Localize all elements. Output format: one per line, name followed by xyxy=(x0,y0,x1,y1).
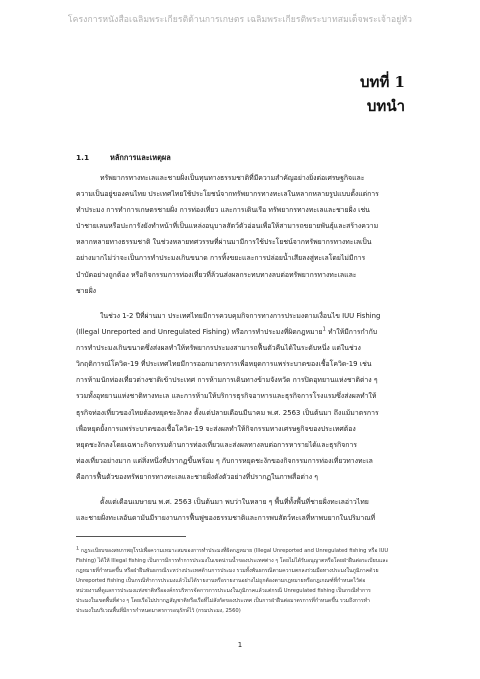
text-line: ในช่วง 1-2 ปีที่ผ่านมา ประเทศไทยมีการควบคุมกิจการทางการประมงตามเงื่อนไข IUU Fishing xyxy=(100,312,381,320)
text-line: วิกฤติการณ์โควิด-19 ที่ประเทศไทยมีการออกมาตรการเพื่อหยุดการแพร่ระบาดของเชื้อโควิด-19 เช่น xyxy=(76,360,372,369)
text-line xyxy=(76,324,406,340)
footnote-line: Fishing) ได้ให้ Illegal fishing เป็นการมีการทำการประมงในเขตน่านน้ำของประเทศต่าง ๆ โดยไม่ได้รับอนุญาตหรือโดยฝ่าฝืนต่อระเบียบและ xyxy=(76,558,389,564)
footnote-line xyxy=(76,546,406,556)
footnote-line: หน่วยงานที่ดูแลการประมงแห่งชาติหรือองค์กรบริหารจัดการการประมงในภูมิภาคแล้วแต่กรณี Unregulated fishing เป็นกรณีทำการ xyxy=(76,588,371,594)
text-line: บำบัดอย่างถูกต้อง หรือกิจกรรมการท่องเที่ยวที่ล้วนส่งผลกระทบทางลบต่อทรัพยากรทางทะเลและ xyxy=(76,270,357,279)
paragraph-1 xyxy=(76,170,406,299)
text-line: ป่าชายเลนหรือปะการังยังทำหน้าที่เป็นแหล่งอนุบาลสัตว์ตัวอ่อนเพื่อให้สามารถขยายพันธุ์และสร้างความ xyxy=(76,222,379,231)
footnote-number: 1 xyxy=(76,546,80,552)
text-line: คือการฟื้นตัวของทรัพยากรทางทะเลและชายฝั่งดังตัวอย่างที่ปรากฏในภาพสื่อต่าง ๆ xyxy=(76,472,318,481)
text-line: ท่องเที่ยวอย่างมาก แต่สิ่งหนึ่งที่ปรากฏขึ้นพร้อม ๆ กับการหยุดชะงักของกิจกรรมการท่องเที่ยวทางทะเล xyxy=(76,456,373,465)
text-line: รวมทั้งอุทยานแห่งชาติทางทะเล และการห้ามให้บริการธุรกิจอาหารและธุรกิจการโรงแรมซึ่งส่งผลทำให้ xyxy=(76,392,377,401)
footnote-line: กฎหมายที่กำหนดขึ้น หรือฝ่าฝืนพันธกรณีระหว่างประเทศด้านการประมง รวมทั้งพันธกรณีตามความตกลงร่วมมือทางประมงในภูมิภาคด้วย xyxy=(76,568,379,574)
text-span: ทำให้มีการกำกับ xyxy=(325,328,378,337)
text-span: (Illegal Unreported and Unregulated Fishing) หรือการทำประมงที่ผิดกฎหมาย xyxy=(76,328,323,337)
text-line: ตั้งแต่เดือนเมษายน พ.ศ. 2563 เป็นต้นมา พบว่าในหลาย ๆ พื้นที่ทั้งพื้นที่ชายฝั่งทะเลอ่าวไทย xyxy=(100,498,369,506)
paragraph-3 xyxy=(76,494,406,526)
chapter-title: บทนำ xyxy=(366,97,405,115)
chapter-number: บทที่ 1 xyxy=(360,73,405,91)
text-line: การทำประมงเกินขนาดซึ่งส่งผลทำให้ทรัพยากรประมงสามารถฟื้นตัวคืนได้ในระดับหนึ่ง แต่ในช่วง xyxy=(76,344,361,353)
text-line: ธุรกิจท่องเที่ยวของไทยต้องหยุดชะงักลง ตั้งแต่ปลายเดือนมีนาคม พ.ศ. 2563 เป็นต้นมา ถึงแม้มาตรการ xyxy=(76,408,379,417)
text-line: ชายฝั่ง xyxy=(76,286,96,295)
footnote xyxy=(76,546,406,616)
text-line: ทำประมง การทำการเกษตรชายฝั่ง การท่องเที่ยว และการเดินเรือ ทรัพยากรทางทะเลและชายฝั่ง เช่น xyxy=(76,206,370,215)
section-number: 1.1 xyxy=(76,153,90,162)
text-line: ความเป็นอยู่ของคนไทย ประเทศไทยใช้ประโยชน์จากทรัพยากรทางทะเลในหลากหลายรูปแบบตั้งแต่การ xyxy=(76,190,379,199)
footnote-line: ประมงในเขตพื้นที่ต่าง ๆ โดยเรือไม่ปรากฏสัญชาติหรือเรือที่ไม่สังกัดของประเทศ เป็นการฝ่าฝืนต่อมาตรการที่กำหนดขึ้น รวมถึงการทำ xyxy=(76,598,370,604)
footnote-marker: 1 xyxy=(322,326,326,333)
running-header: โครงการหนังสือเฉลิมพระเกียรติด้านการเกษตร เฉลิมพระเกียรติพระบาทสมเด็จพระเจ้าอยู่หัว xyxy=(67,15,413,25)
text-line: อย่างมากไม่ว่าจะเป็นการทำประมงเกินขนาด การทิ้งขยะและการปล่อยน้ำเสียลงสู่ทะเลโดยไม่มีการ xyxy=(76,254,366,263)
text-line: หลากหลายทางธรรมชาติ ในช่วงหลายทศวรรษที่ผ่านมามีการใช้ประโยชน์จากทรัพยากรทางทะเลเป็น xyxy=(76,238,372,247)
footnote-line: Unreported fishing เป็นกรณีทำการประมงแล้วไม่ได้รายงานหรือรายงานอย่างไม่ถูกต้องตามกฎหมายหรือกฎเกณฑ์ที่กำหนดไว้ต่อ xyxy=(76,578,366,584)
footnote-line: ประมงในบริเวณพื้นที่มีการกำหนดมาตรการอนุรักษ์ไว้ (กรมประมง, 2560) xyxy=(76,608,241,614)
paragraph-2 xyxy=(76,308,406,485)
footnote-separator xyxy=(76,536,186,537)
text-line: การห้ามนักท่องเที่ยวต่างชาติเข้าประเทศ การห้ามการเดินทางข้ามจังหวัด การปิดอุทยานแห่งชาติต่าง ๆ xyxy=(76,376,378,385)
text-line: และชายฝั่งทะเลอันดามันมีรายงานการฟื้นฟูของธรรมชาติและการพบสัตว์ทะเลที่หาพบยากในปริมาณที่ xyxy=(76,514,376,523)
text-line: เพื่อหยุดยั้งการแพร่ระบาดของเชื้อโควิด-19 จะส่งผลทำให้กิจกรรมทางเศรษฐกิจของประเทศต้อง xyxy=(76,424,356,433)
text-span: กฎระเบียบของสหภาพยุโรปเพื่อความเหมาะสมของการทำประมงที่ผิดกฎหมาย (Illegal Unreported and Unregulated fishing หรือ IUU xyxy=(80,548,389,554)
text-line: ทรัพยากรทางทะเลและชายฝั่งเป็นทุนทางธรรมชาติที่มีความสำคัญอย่างยิ่งต่อเศรษฐกิจและ xyxy=(100,174,365,182)
text-line: หยุดชะงักลงโดยเฉพาะกิจกรรมด้านการท่องเที่ยวและส่งผลทางลบต่อการหารายได้และธุรกิจการ xyxy=(76,440,358,449)
page-number: 1 xyxy=(237,641,243,649)
section-title: หลักการและเหตุผล xyxy=(110,153,171,162)
section-heading xyxy=(76,152,171,164)
